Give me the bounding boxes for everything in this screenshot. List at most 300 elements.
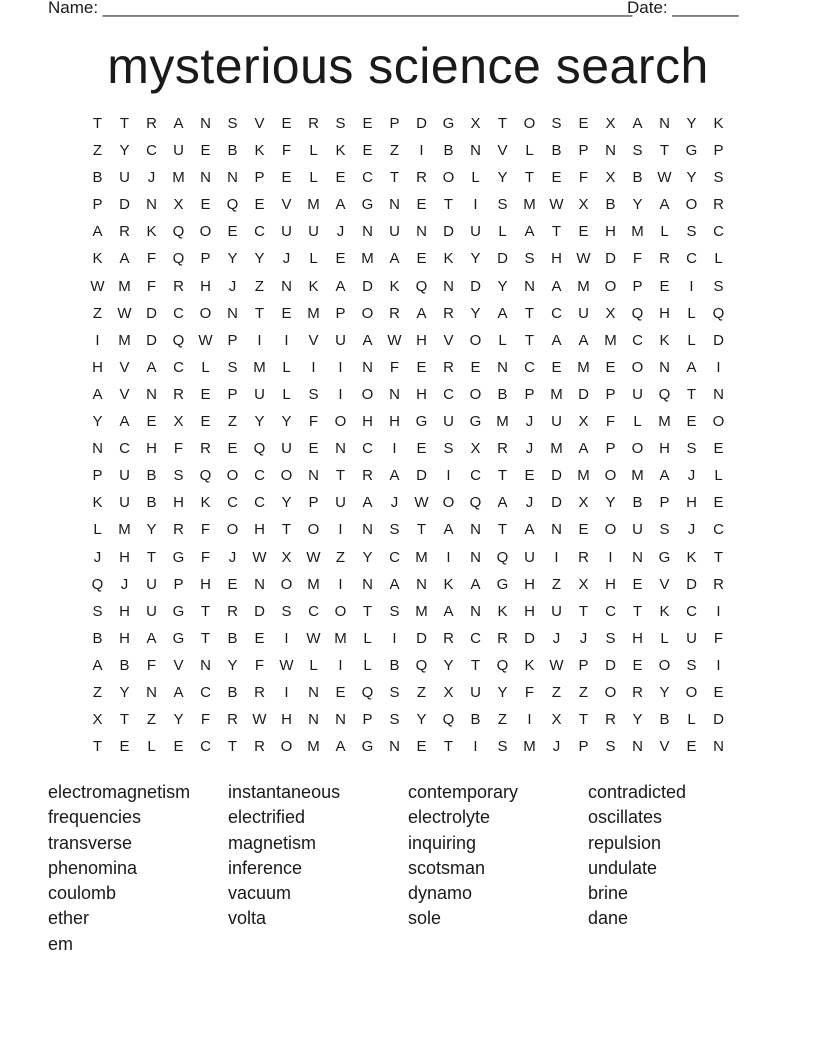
grid-letter: N [470, 548, 481, 566]
grid-letter: E [659, 277, 670, 295]
grid-letter: I [689, 277, 694, 295]
grid-letter: W [414, 494, 429, 512]
grid-letter: E [335, 250, 346, 268]
grid-letter: V [281, 196, 292, 214]
grid-letter: D [713, 331, 724, 349]
grid-letter: B [227, 629, 238, 647]
grid-letter: C [173, 304, 184, 322]
grid-letter: M [118, 521, 131, 539]
grid-letter: O [442, 494, 455, 512]
grid-letter: N [362, 223, 373, 241]
grid-letter: G [469, 413, 482, 431]
grid-letter: A [524, 521, 535, 539]
grid-letter: J [336, 223, 345, 241]
grid-letter: X [281, 548, 292, 566]
grid-letter: E [713, 683, 724, 701]
grid-letter: E [254, 629, 265, 647]
grid-letter: A [92, 385, 103, 403]
grid-letter: C [254, 223, 265, 241]
grid-letter: C [524, 358, 535, 376]
grid-letter: U [578, 304, 589, 322]
grid-letter: U [281, 440, 292, 458]
grid-letter: H [416, 331, 427, 349]
grid-letter: H [362, 413, 373, 431]
grid-letter: U [443, 413, 454, 431]
grid-letter: V [173, 656, 184, 674]
grid-letter: V [443, 331, 454, 349]
grid-letter: M [577, 277, 590, 295]
grid-letter: E [119, 738, 130, 756]
grid-letter: H [686, 494, 697, 512]
grid-letter: O [604, 521, 617, 539]
grid-letter: B [551, 142, 562, 160]
grid-letter: C [254, 467, 265, 485]
grid-letter: F [578, 169, 589, 187]
grid-letter: I [284, 629, 289, 647]
grid-letter: H [605, 223, 616, 241]
grid-letter: Z [92, 142, 103, 160]
grid-letter: S [497, 738, 508, 756]
grid-letter: O [685, 196, 698, 214]
grid-letter: K [659, 331, 670, 349]
grid-row [84, 218, 732, 245]
header-fields [48, 0, 748, 19]
grid-letter: X [578, 575, 589, 593]
grid-letter: O [307, 521, 320, 539]
grid-letter: T [92, 738, 103, 756]
grid-letter: N [308, 467, 319, 485]
grid-letter: R [443, 629, 454, 647]
grid-letter: R [605, 711, 616, 729]
grid-letter: A [362, 494, 373, 512]
grid-row [84, 164, 732, 191]
grid-letter: U [119, 494, 130, 512]
grid-letter: I [446, 467, 451, 485]
grid-letter: C [632, 331, 643, 349]
grid-letter: Y [119, 683, 130, 701]
grid-letter: B [497, 385, 508, 403]
grid-letter: R [173, 521, 184, 539]
grid-letter: P [524, 385, 535, 403]
grid-letter: Q [712, 304, 725, 322]
grid-letter: E [416, 440, 427, 458]
grid-letter: Y [227, 656, 238, 674]
grid-letter: N [227, 304, 238, 322]
grid-letter: P [200, 250, 211, 268]
grid-row [84, 571, 732, 598]
grid-letter: Y [686, 169, 697, 187]
word-list-item: frequencies [48, 807, 142, 828]
grid-letter: S [308, 385, 319, 403]
grid-letter: A [470, 575, 481, 593]
grid-letter: V [308, 331, 319, 349]
grid-letter: I [473, 738, 478, 756]
grid-letter: E [551, 169, 562, 187]
grid-letter: I [446, 548, 451, 566]
grid-letter: U [119, 467, 130, 485]
grid-letter: J [228, 548, 237, 566]
grid-letter: J [552, 738, 561, 756]
grid-letter: A [659, 467, 670, 485]
grid-letter: E [470, 358, 481, 376]
grid-letter: S [686, 440, 697, 458]
grid-letter: U [119, 169, 130, 187]
grid-letter: K [659, 602, 670, 620]
grid-letter: V [254, 115, 265, 132]
grid-letter: U [632, 385, 643, 403]
grid-letter: L [687, 331, 696, 349]
grid-letter: O [280, 467, 293, 485]
grid-letter: B [389, 656, 400, 674]
grid-letter: A [389, 575, 400, 593]
grid-letter: D [416, 467, 427, 485]
grid-letter: A [659, 196, 670, 214]
word-list-item: electrified [228, 807, 306, 828]
grid-letter: W [252, 711, 267, 729]
word-list-item: scotsman [408, 857, 486, 878]
grid-letter: F [605, 413, 616, 431]
grid-letter: M [496, 413, 509, 431]
grid-row [84, 273, 732, 300]
word-list-item: dane [588, 908, 629, 929]
grid-letter: Y [497, 277, 508, 295]
grid-letter: E [713, 494, 724, 512]
grid-letter: S [389, 683, 400, 701]
grid-letter: S [686, 223, 697, 241]
grid-letter: Q [415, 277, 428, 295]
grid-letter: Y [254, 250, 265, 268]
grid-letter: J [525, 413, 534, 431]
grid-letter: T [443, 196, 454, 214]
grid-letter: C [470, 467, 481, 485]
grid-letter: D [578, 385, 589, 403]
grid-row [84, 679, 732, 706]
grid-letter: P [713, 142, 724, 160]
grid-letter: D [254, 602, 265, 620]
grid-letter: O [631, 440, 644, 458]
grid-letter: N [281, 277, 292, 295]
grid-letter: T [200, 602, 211, 620]
grid-letter: M [550, 440, 563, 458]
grid-letter: C [362, 169, 373, 187]
grid-letter: P [92, 467, 103, 485]
grid-letter: P [659, 494, 670, 512]
grid-letter: L [309, 142, 318, 160]
grid-letter: N [524, 277, 535, 295]
grid-letter: L [282, 385, 291, 403]
grid-letter: E [524, 467, 535, 485]
grid-letter: T [578, 711, 589, 729]
word-list-item: ether [48, 908, 90, 929]
grid-letter: F [173, 440, 184, 458]
page-title: mysterious science search [107, 38, 709, 94]
grid-letter: W [252, 548, 267, 566]
grid-letter: B [92, 629, 103, 647]
grid-letter: V [119, 358, 130, 376]
grid-letter: B [470, 711, 481, 729]
grid-letter: Z [227, 413, 238, 431]
grid-letter: C [605, 602, 616, 620]
grid-letter: H [659, 440, 670, 458]
grid-letter: E [416, 738, 427, 756]
grid-row [84, 137, 732, 164]
word-list-item: sole [408, 908, 442, 929]
grid-letter: Q [226, 196, 239, 214]
grid-letter: X [578, 196, 589, 214]
grid-letter: N [200, 115, 211, 132]
grid-letter: B [659, 711, 670, 729]
grid-letter: W [549, 196, 564, 214]
grid-letter: X [470, 115, 481, 132]
grid-letter: A [632, 115, 643, 132]
grid-letter: T [497, 467, 508, 485]
grid-letter: O [334, 413, 347, 431]
grid-letter: A [173, 683, 184, 701]
grid-letter: T [443, 738, 454, 756]
grid-letter: O [280, 738, 293, 756]
word-list-item: magnetism [228, 832, 317, 853]
grid-row [84, 245, 732, 272]
grid-letter: T [524, 304, 535, 322]
grid-letter: W [549, 656, 564, 674]
grid-letter: R [713, 196, 724, 214]
grid-letter: A [173, 115, 184, 132]
grid-letter: I [257, 331, 262, 349]
grid-letter: P [335, 304, 346, 322]
word-list-item: contemporary [408, 782, 519, 802]
grid-letter: P [308, 494, 319, 512]
grid-letter: Z [389, 142, 400, 160]
grid-letter: N [308, 683, 319, 701]
grid-letter: L [687, 304, 696, 322]
grid-letter: N [470, 602, 481, 620]
grid-letter: G [172, 602, 185, 620]
grid-row [84, 381, 732, 408]
grid-row [84, 191, 732, 218]
grid-letter: E [227, 223, 238, 241]
grid-letter: U [551, 602, 562, 620]
grid-letter: A [686, 358, 697, 376]
grid-letter: K [92, 494, 103, 512]
grid-letter: P [578, 142, 589, 160]
grid-letter: J [552, 629, 561, 647]
grid-letter: C [146, 142, 157, 160]
grid-letter: Q [496, 548, 509, 566]
grid-letter: O [442, 169, 455, 187]
grid-letter: M [307, 304, 320, 322]
grid-letter: U [173, 142, 184, 160]
grid-letter: N [605, 142, 616, 160]
grid-letter: Q [496, 656, 509, 674]
grid-letter: L [471, 169, 480, 187]
grid-letter: H [659, 304, 670, 322]
grid-letter: T [578, 602, 589, 620]
grid-letter: W [576, 250, 591, 268]
grid-letter: I [716, 358, 721, 376]
grid-letter: F [200, 521, 211, 539]
grid-letter: N [389, 385, 400, 403]
grid-letter: U [281, 223, 292, 241]
grid-letter: A [578, 331, 589, 349]
grid-row [84, 327, 732, 354]
grid-letter: M [334, 629, 347, 647]
grid-letter: F [200, 548, 211, 566]
word-list [48, 780, 768, 957]
grid-letter: F [524, 683, 535, 701]
grid-letter: C [227, 494, 238, 512]
grid-letter: R [443, 358, 454, 376]
grid-letter: D [146, 304, 157, 322]
word-list-item: coulomb [48, 883, 117, 904]
grid-letter: L [363, 656, 372, 674]
grid-letter: N [362, 358, 373, 376]
grid-letter: I [338, 385, 343, 403]
grid-letter: M [631, 223, 644, 241]
grid-letter: H [632, 629, 643, 647]
grid-letter: M [307, 738, 320, 756]
grid-letter: Y [173, 711, 184, 729]
grid-letter: T [497, 115, 508, 132]
grid-letter: L [714, 467, 723, 485]
grid-letter: N [632, 738, 643, 756]
grid-letter: C [308, 602, 319, 620]
grid-letter: C [254, 494, 265, 512]
grid-letter: Y [416, 711, 427, 729]
grid-letter: N [470, 521, 481, 539]
grid-letter: X [551, 711, 562, 729]
grid-letter: E [686, 413, 697, 431]
grid-letter: D [551, 494, 562, 512]
grid-letter: I [338, 521, 343, 539]
grid-letter: U [524, 548, 535, 566]
grid-letter: D [605, 656, 616, 674]
name-field: Name: ________________________________________________________ [48, 0, 633, 17]
grid-letter: R [173, 385, 184, 403]
grid-letter: P [578, 738, 589, 756]
grid-letter: L [525, 142, 534, 160]
grid-letter: R [578, 548, 589, 566]
grid-row [84, 544, 732, 571]
grid-letter: Y [254, 413, 265, 431]
grid-letter: D [524, 629, 535, 647]
grid-letter: S [605, 738, 616, 756]
grid-letter: N [659, 358, 670, 376]
grid-letter: E [281, 169, 292, 187]
grid-letter: T [497, 521, 508, 539]
grid-letter: E [227, 575, 238, 593]
grid-letter: H [281, 711, 292, 729]
grid-letter: X [470, 440, 481, 458]
grid-letter: R [497, 629, 508, 647]
grid-letter: X [443, 683, 454, 701]
grid-letter: T [335, 467, 346, 485]
grid-letter: X [173, 196, 184, 214]
grid-letter: Q [199, 467, 212, 485]
grid-letter: C [551, 304, 562, 322]
grid-letter: W [117, 304, 132, 322]
grid-letter: S [443, 440, 454, 458]
word-list-item: undulate [588, 857, 658, 878]
grid-letter: Y [443, 656, 454, 674]
grid-letter: J [228, 277, 237, 295]
grid-letter: C [443, 385, 454, 403]
grid-letter: T [632, 602, 643, 620]
grid-letter: N [713, 738, 724, 756]
grid-letter: Y [659, 683, 670, 701]
grid-letter: J [687, 521, 696, 539]
grid-letter: D [605, 250, 616, 268]
grid-letter: W [657, 169, 672, 187]
grid-letter: Y [281, 494, 292, 512]
grid-letter: D [416, 629, 427, 647]
grid-letter: U [335, 331, 346, 349]
grid-letter: K [146, 223, 157, 241]
grid-letter: M [577, 358, 590, 376]
grid-row [84, 300, 732, 327]
grid-letter: Q [361, 683, 374, 701]
grid-row [84, 354, 732, 381]
grid-letter: E [605, 358, 616, 376]
grid-letter: F [632, 250, 643, 268]
grid-letter: U [470, 223, 481, 241]
grid-letter: Q [442, 711, 455, 729]
grid-letter: F [254, 656, 265, 674]
grid-letter: P [605, 385, 616, 403]
grid-letter: L [498, 223, 507, 241]
grid-letter: Y [227, 250, 238, 268]
grid-row [84, 598, 732, 625]
grid-letter: M [307, 575, 320, 593]
grid-letter: N [497, 358, 508, 376]
grid-letter: F [146, 250, 157, 268]
word-list-item: vacuum [228, 883, 292, 904]
grid-letter: Q [91, 575, 104, 593]
grid-letter: S [335, 115, 346, 132]
grid-letter: F [281, 142, 292, 160]
grid-letter: H [254, 521, 265, 539]
grid-letter: E [686, 738, 697, 756]
grid-letter: E [200, 413, 211, 431]
grid-letter: G [442, 115, 455, 132]
grid-letter: W [306, 629, 321, 647]
grid-letter: S [551, 115, 562, 132]
grid-letter: M [523, 196, 536, 214]
grid-letter: K [443, 250, 454, 268]
grid-letter: V [497, 142, 508, 160]
grid-letter: O [226, 467, 239, 485]
grid-letter: T [281, 521, 292, 539]
grid-letter: J [579, 629, 588, 647]
grid-letter: Y [497, 169, 508, 187]
grid-letter: Y [92, 413, 103, 431]
grid-letter: W [279, 656, 294, 674]
grid-letter: Q [658, 385, 671, 403]
grid-letter: T [119, 115, 130, 132]
grid-letter: R [227, 602, 238, 620]
grid-letter: U [146, 602, 157, 620]
grid-letter: U [308, 223, 319, 241]
grid-letter: E [173, 738, 184, 756]
grid-letter: C [389, 548, 400, 566]
grid-letter: M [307, 196, 320, 214]
word-list-item: repulsion [588, 832, 662, 853]
grid-row [84, 110, 732, 137]
grid-letter: N [146, 385, 157, 403]
grid-letter: I [554, 548, 559, 566]
grid-letter: A [416, 304, 427, 322]
grid-letter: C [470, 629, 481, 647]
grid-letter: Y [470, 250, 481, 268]
